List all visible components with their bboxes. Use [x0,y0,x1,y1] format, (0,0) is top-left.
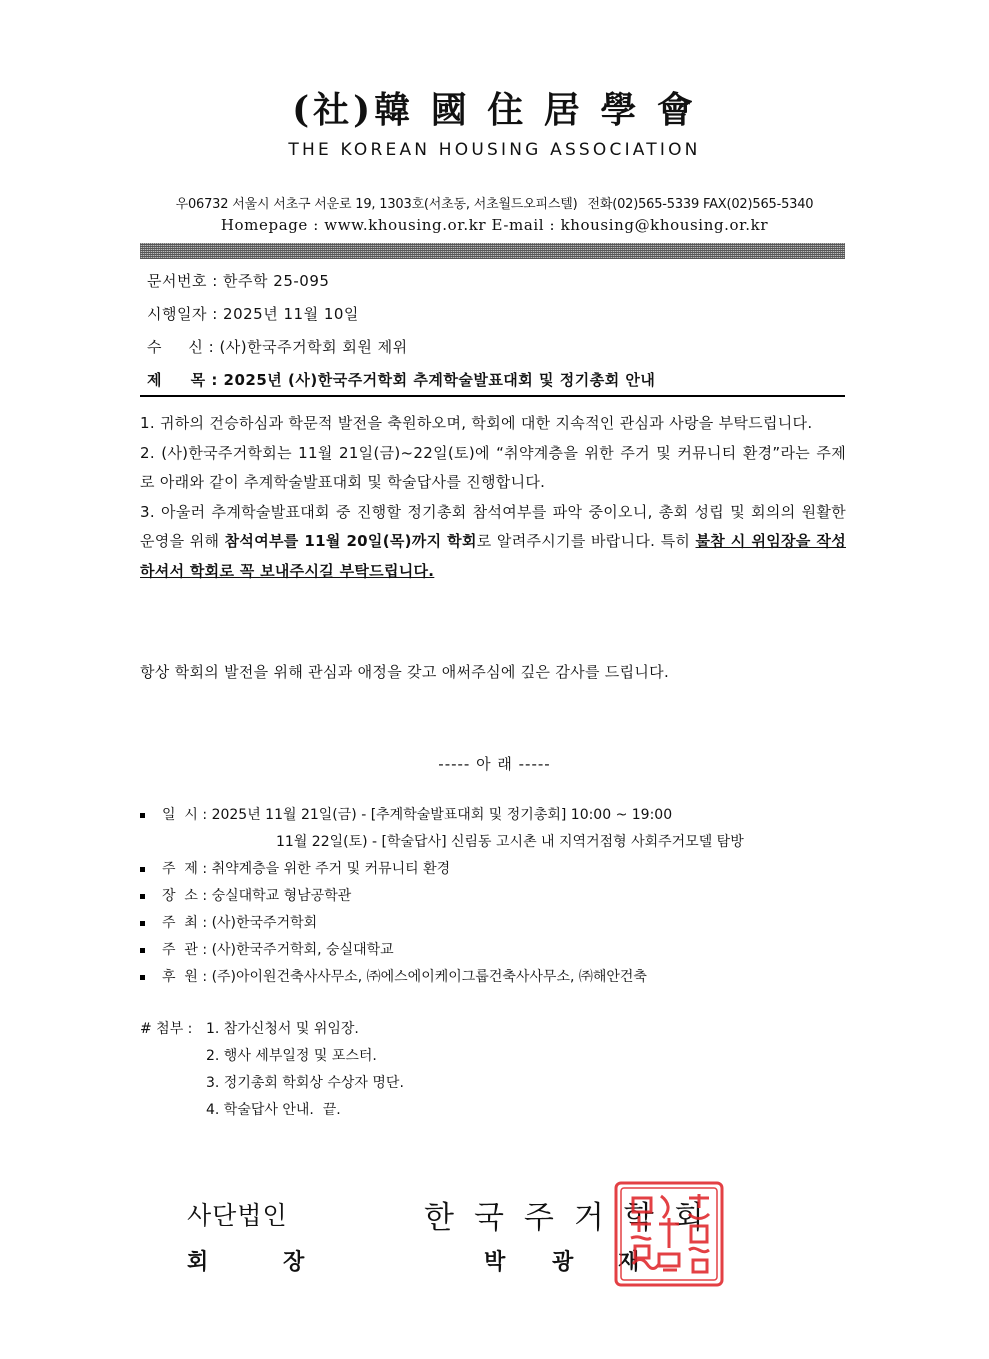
detail-date-2: 11월 22일(토) - [학술답사] 신림동 고시촌 내 지역거점형 사회주거모델 탐방 [276,834,744,850]
role-char: 장 [283,1250,305,1275]
attachment-item: 1. 참가신청서 및 위임장. [206,1021,359,1037]
paragraph-1: 1. 귀하의 건승하심과 학문적 발전을 축원하오며, 학회에 대한 지속적인 관심과 사랑을 부탁드립니다. [140,414,813,432]
bullet-icon [140,975,145,980]
subject-line [147,369,655,390]
subject: 2025년 (사)한국주거학회 추계학술발표대회 및 정기총회 안내 [223,371,656,389]
bullet-icon [140,948,145,953]
paragraph-3 [140,498,846,587]
detail-host: 주 최 : (사)한국주거학회 [162,915,318,931]
header-divider [140,243,845,259]
paragraph-3-a: 3. 아울러 추계학술발표대회 중 진행할 정기총회 참석여부를 파악 중이오니, 총회 성립 및 회의의 원활한 운영을 위해 [140,502,846,550]
official-seal-icon [613,1180,725,1288]
phone-fax: 전화(02)565-5339 FAX(02)565-5340 [587,197,814,212]
address: 우06732 서울시 서초구 서운로 19, 1303호(서초동, 서초월드오피스텔) [175,197,578,212]
paragraph-2: 2. (사)한국주거학회는 11월 21일(금)~22일(토)에 “취약계층을 위한 주거 및 커뮤니티 환경”라는 주제로 아래와 같이 추계학술발표대회 및 학술답사를 진행합니다. [140,443,846,491]
rsvp-deadline: 참석여부를 11월 20일(목)까지 학회 [224,532,477,550]
bullet-icon [140,894,145,899]
attachment-item: 2. 행사 세부일정 및 포스터. [206,1048,377,1064]
document-number: 문서번호 : 한주학 25-095 [147,272,330,290]
org-name: 한국주거학회 [424,1200,724,1236]
paragraph-3-b: 로 알려주시기를 바랍니다. 특히 [476,532,696,550]
detail-sponsor: 후 원 : (주)아이원건축사사무소, ㈜에스에이케이그룹건축사사무소, ㈜해안건축 [162,969,647,985]
issue-date: 시행일자 : 2025년 11월 10일 [147,305,359,323]
role-char: 회 [187,1250,209,1275]
recipient-line [147,336,408,357]
proxy-request: 불참 시 위임장을 작성하셔서 학회로 꼭 보내주시길 부탁드립니다. [140,532,846,580]
subject-label: 제 목 : [147,371,218,389]
attachments-label: # 첨부 : [140,1021,193,1037]
bullet-icon [140,867,145,872]
recipient-label: 수 신 : [147,338,215,356]
signatory-role [187,1245,305,1276]
attachment-item: 4. 학술답사 안내. 끝. [206,1102,341,1118]
detail-organizer: 주 관 : (사)한국주거학회, 숭실대학교 [162,942,394,958]
closing-text: 항상 학회의 발전을 위해 관심과 애정을 갖고 애써주심에 깊은 감사를 드립니다. [140,663,670,681]
notice-heading: ----- 아 래 ----- [438,755,551,773]
address-line [0,193,989,212]
attachment-item: 3. 정기총회 학회상 수상자 명단. [206,1075,404,1091]
org-type: 사단법인 [187,1201,288,1230]
body-text [140,409,846,586]
subject-rule [140,395,845,397]
association-title: (社)韓 國 住 居 學 會 [292,89,697,131]
detail-venue: 장 소 : 숭실대학교 형남공학관 [162,888,352,904]
attachments [140,1016,540,1124]
name-char: 박 [484,1250,506,1275]
name-char: 재 [618,1250,640,1275]
name-char: 광 [552,1250,574,1275]
detail-date: 일 시 : 2025년 11월 21일(금) - [추계학술발표대회 및 정기총회] 10:00 ~ 19:00 [162,807,673,823]
bullet-icon [140,921,145,926]
association-english-name: THE KOREAN HOUSING ASSOCIATION [288,140,701,160]
web-contact: Homepage : www.khousing.or.kr E-mail : khousing@khousing.or.kr [220,216,769,234]
bullet-icon [140,813,145,818]
detail-theme: 주 제 : 취약계층을 위한 주거 및 커뮤니티 환경 [162,861,451,877]
recipient: (사)한국주거학회 회원 제위 [219,338,408,356]
